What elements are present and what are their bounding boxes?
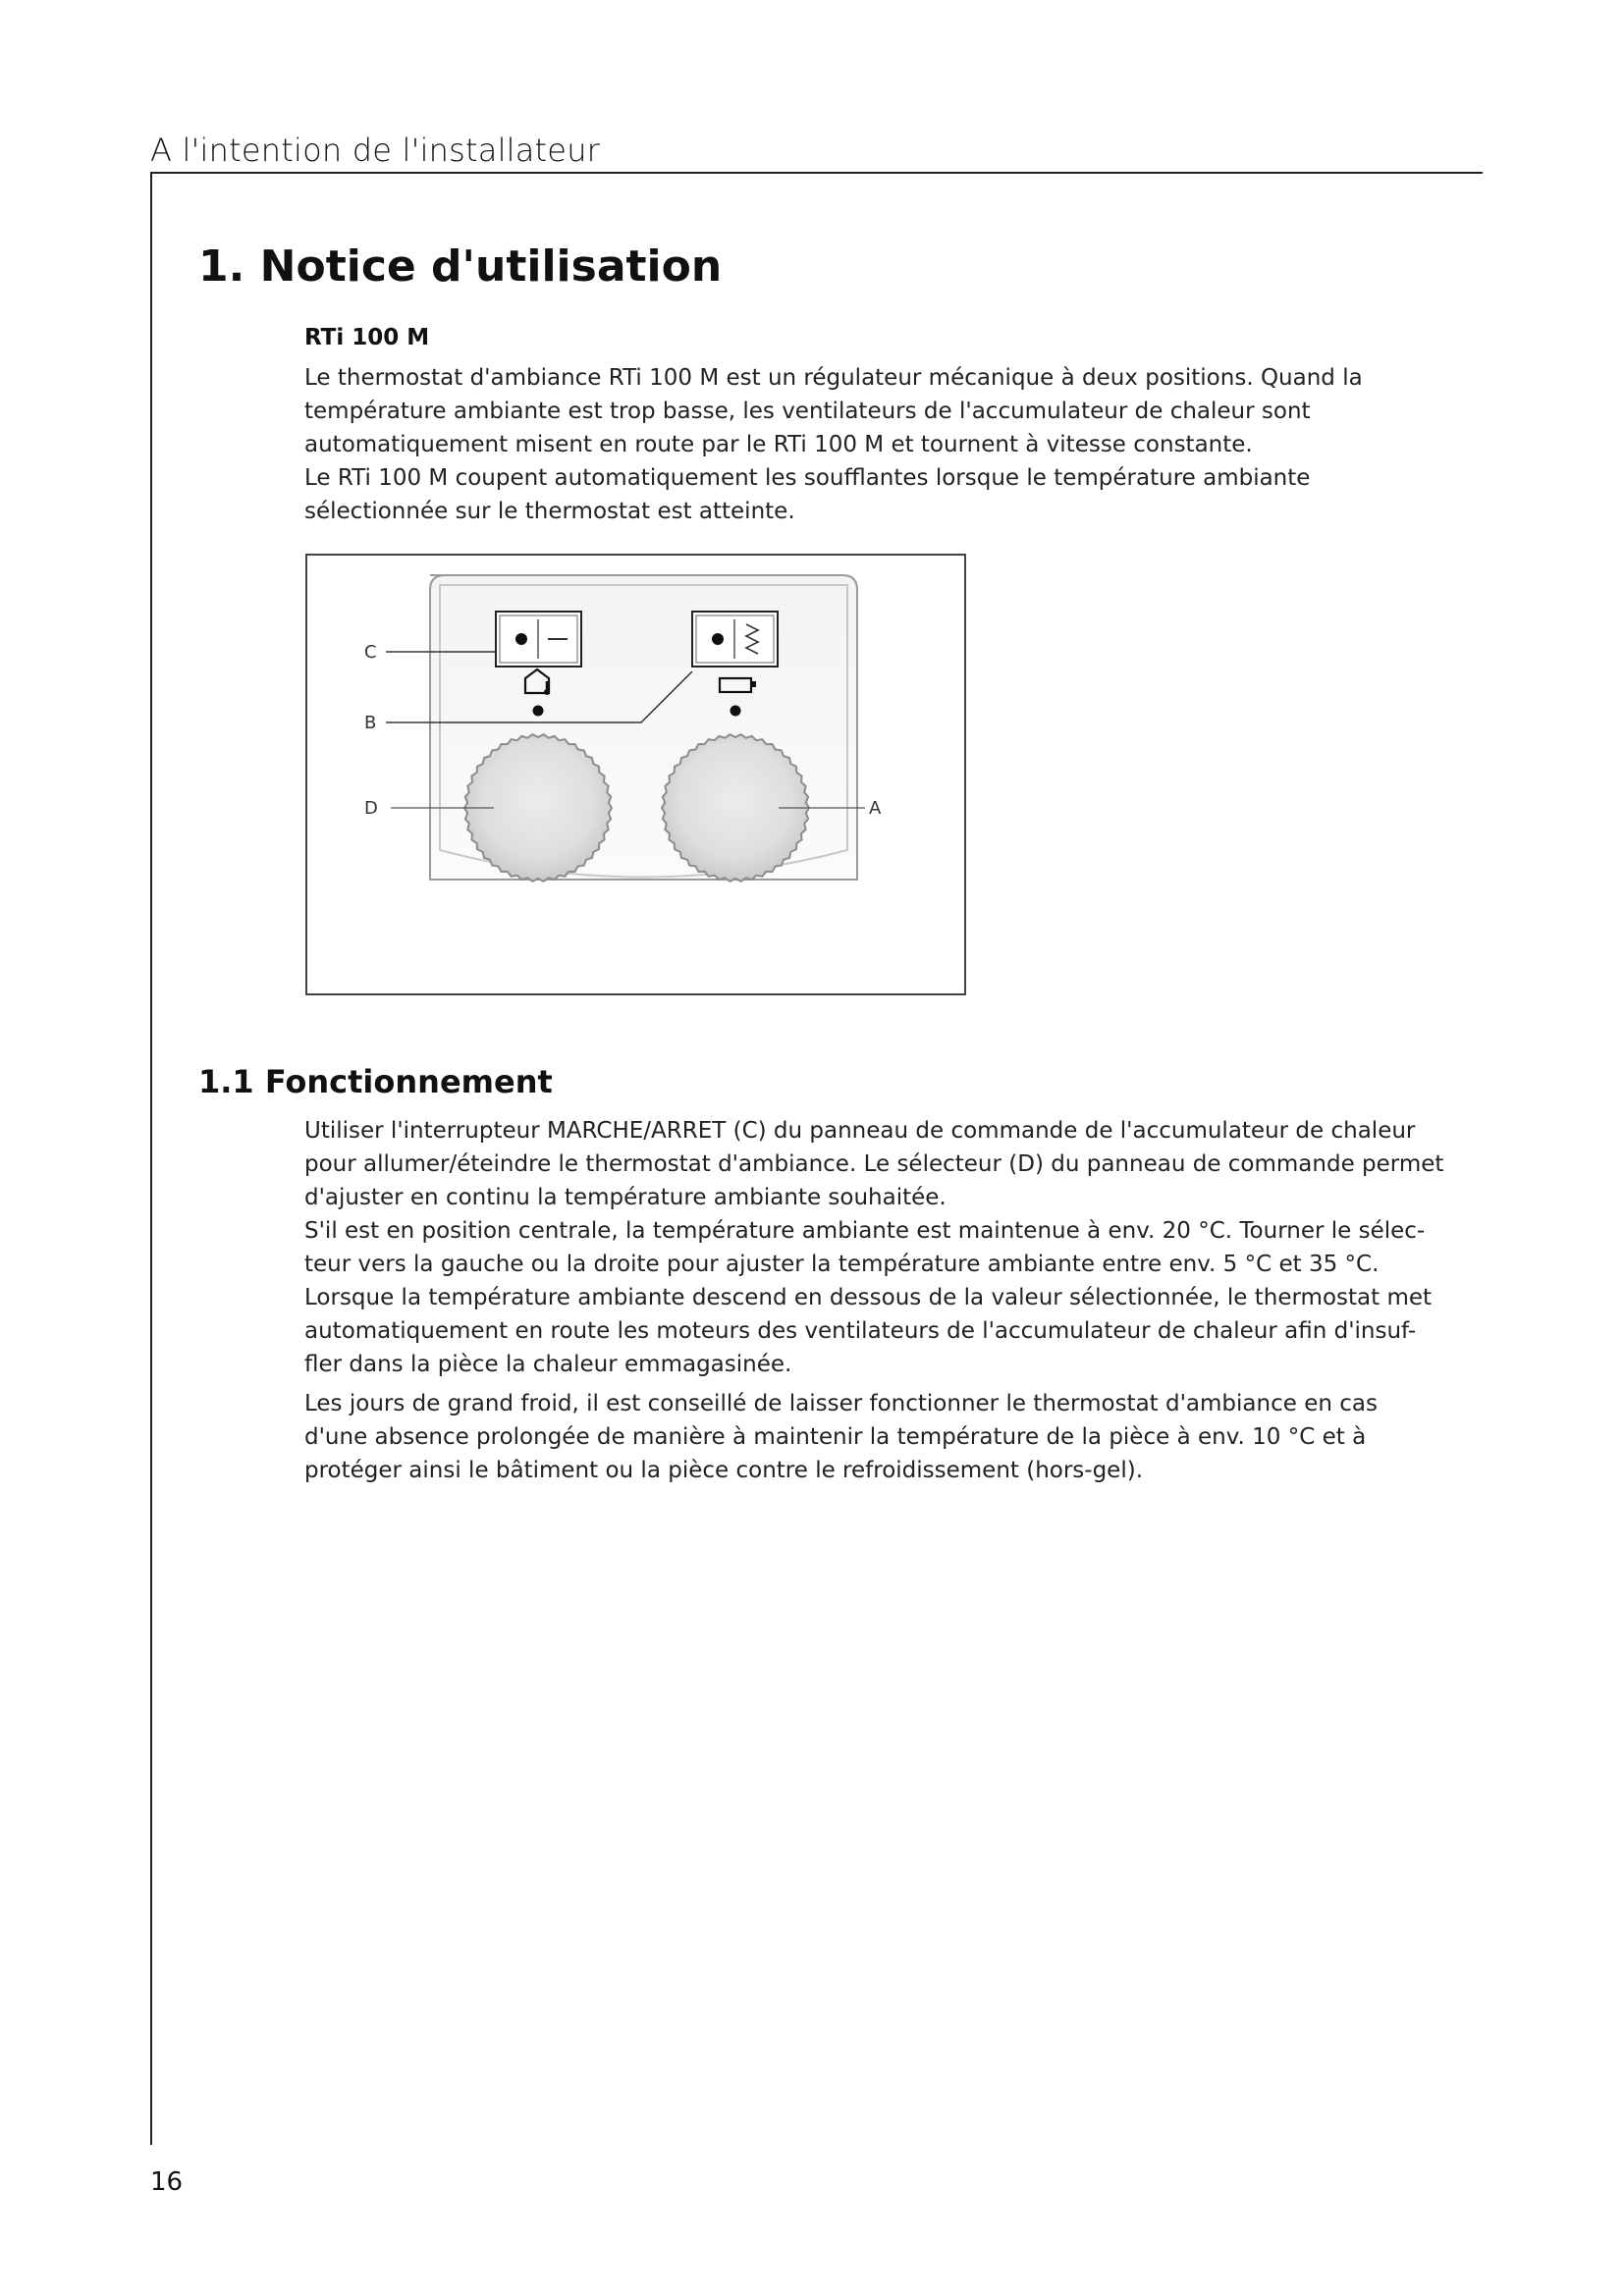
operation-line: d'une absence prolongée de manière à maintenir la température de la pièce à env. 10 °C et à [304,1424,1367,1450]
left-indicator-dot [533,706,544,717]
switch-icon [496,612,581,667]
section-title: 1.1 Fonctionnement [198,1063,553,1100]
page-number: 16 [150,2167,184,2197]
operation-paragraph [304,1114,1483,1487]
operation-line: Les jours de grand froid, il est conseillé de laisser fonctionner le thermostat d'ambiance en cas [304,1391,1378,1416]
callout-label-a: A [869,798,882,819]
callout-label-d: D [364,798,378,819]
operation-line: automatiquement en route les moteurs des ventilateurs de l'accumulateur de chaleur afin d'insuf- [304,1318,1417,1344]
operation-line: pour allumer/éteindre le thermostat d'ambiance. Le sélecteur (D) du panneau de commande permet [304,1151,1444,1177]
operation-line: fler dans la pièce la chaleur emmagasinée. [304,1352,792,1377]
intro-line: Le RTi 100 M coupent automatiquement les soufflantes lorsque le température ambiante [304,465,1311,491]
control-panel-figure [305,554,966,995]
right-indicator-dot [731,706,741,717]
intro-line: Le thermostat d'ambiance RTi 100 M est un régulateur mécanique à deux positions. Quand la [304,365,1363,391]
operation-line: d'ajuster en continu la température ambiante souhaitée. [304,1185,947,1210]
running-header: A l'intention de l'installateur [150,132,601,169]
model-heading: RTi 100 M [304,325,430,350]
operation-line: teur vers la gauche ou la droite pour ajuster la température ambiante entre env. 5 °C et 35 °C. [304,1252,1380,1277]
intro-line: température ambiante est trop basse, les ventilateurs de l'accumulateur de chaleur sont [304,399,1311,424]
operation-line: S'il est en position centrale, la température ambiante est maintenue à env. 20 °C. Tourner le sélec- [304,1218,1426,1244]
operation-line: protéger ainsi le bâtiment ou la pièce contre le refroidissement (hors-gel). [304,1458,1144,1483]
margin-rule [150,172,152,2145]
control-panel-drawing [307,556,964,993]
intro-paragraph [304,361,1463,528]
intro-line: automatiquement misent en route par le RTi 100 M et tournent à vitesse constante. [304,432,1253,457]
intro-line: sélectionnée sur le thermostat est atteinte. [304,499,795,524]
callout-label-c: C [364,642,377,663]
operation-line: Utiliser l'interrupteur MARCHE/ARRET (C) du panneau de commande de l'accumulateur de chaleur [304,1118,1416,1144]
callout-label-b: B [364,713,377,733]
header-rule [150,172,1483,174]
chapter-title: 1. Notice d'utilisation [198,241,723,292]
operation-line: Lorsque la température ambiante descend en dessous de la valeur sélectionnée, le thermostat met [304,1285,1433,1310]
heater-icon [692,612,778,667]
